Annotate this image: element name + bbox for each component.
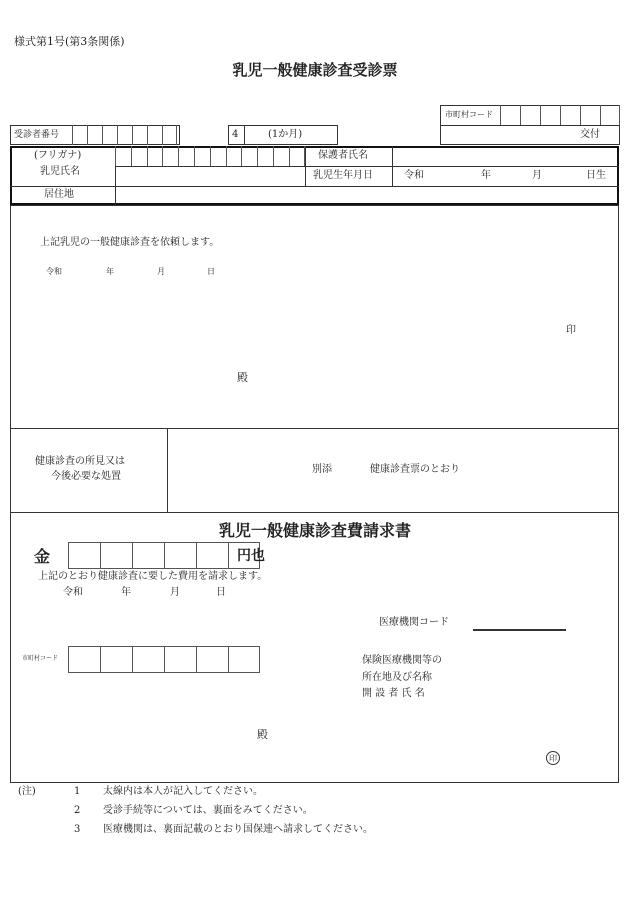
amount-suffix: 円也 (237, 548, 265, 564)
infant-birth-label: 乳児生年月日 (313, 170, 373, 181)
page-title: 乳児一般健康診査受診票 (232, 61, 398, 79)
seal-mark: 印 (566, 325, 576, 336)
institution-line3: 開 設 者 氏 名 (362, 688, 425, 699)
note-text: 医療機関は、裏面記載のとおり国保連へ請求してください。 (103, 824, 373, 835)
findings-as-per: 健康診査票のとおり (370, 464, 460, 475)
furigana-cells[interactable] (115, 146, 305, 166)
examinee-number-label: 受診者番号 (14, 130, 60, 140)
findings-label-line2: 今後必要な処置 (51, 471, 121, 482)
note-text: 太線内は本人が記入してください。 (103, 786, 263, 797)
info-hline-furigana (115, 166, 305, 167)
birth-day-unit: 日生 (586, 170, 606, 181)
birth-month-unit: 月 (532, 170, 542, 181)
form-number: 様式第1号(第3条関係) (14, 35, 125, 48)
municipal-code-cells[interactable] (500, 105, 620, 126)
guardian-name-field[interactable] (395, 148, 615, 165)
findings-divider (167, 428, 168, 513)
note-text: 受診手続等については、裏面をみてください。 (103, 805, 313, 816)
note-number: 1 (74, 786, 81, 797)
amount-prefix: 金 (34, 547, 51, 566)
visit-age: (1か月) (268, 129, 303, 140)
invoice-date-year: 年 (121, 587, 131, 598)
birth-era: 令和 (404, 170, 424, 181)
address-field[interactable] (118, 188, 616, 203)
municipal-code-label-small: 市町村コード (22, 655, 59, 662)
request-date-era: 令和 (46, 267, 62, 276)
invoice-date-month: 月 (170, 587, 180, 598)
findings-attached: 別添 (312, 464, 332, 475)
notes-label: (注) (18, 786, 36, 797)
request-date-year: 年 (106, 267, 114, 276)
request-addressee-suffix: 殿 (237, 371, 248, 384)
birth-year-unit: 年 (481, 170, 491, 181)
request-date-month: 月 (157, 267, 165, 276)
medical-code-underline[interactable] (473, 629, 566, 631)
invoice-date-era: 令和 (63, 587, 83, 598)
invoice-addressee-suffix: 殿 (257, 728, 268, 741)
address-label: 居住地 (44, 189, 74, 200)
infant-name-label: 乳児氏名 (40, 166, 80, 177)
request-date-day: 日 (207, 267, 215, 276)
findings-label-line1: 健康診査の所見又は (35, 456, 125, 467)
institution-line2: 所在地及び名称 (362, 672, 432, 683)
request-text: 上記乳児の一般健康診査を依頼します。 (40, 237, 220, 248)
info-hline-guardian (305, 166, 618, 167)
info-hline-address (10, 186, 619, 187)
guardian-name-label: 保護者氏名 (318, 150, 368, 161)
visit-divider (244, 125, 245, 145)
invoice-title: 乳児一般健康診査費請求書 (218, 521, 411, 540)
municipal-code-label: 市町村コード (445, 110, 493, 119)
visit-number: 4 (232, 129, 239, 140)
amount-cells[interactable] (68, 542, 260, 569)
note-number: 3 (74, 824, 81, 835)
infant-name-field[interactable] (118, 168, 303, 185)
invoice-municipal-code-cells[interactable] (68, 646, 260, 673)
medical-code-label: 医療機関コード (379, 617, 449, 628)
institution-line1: 保険医療機関等の (362, 655, 442, 666)
invoice-date-day: 日 (216, 587, 226, 598)
furigana-label: (フリガナ) (34, 150, 82, 161)
invoice-text: 上記のとおり健康診査に要した費用を請求します。 (38, 571, 268, 582)
examinee-number-cells[interactable] (72, 125, 180, 145)
issued-label: 交付 (580, 129, 600, 140)
circle-seal: 印 (546, 751, 560, 765)
note-number: 2 (74, 805, 81, 816)
